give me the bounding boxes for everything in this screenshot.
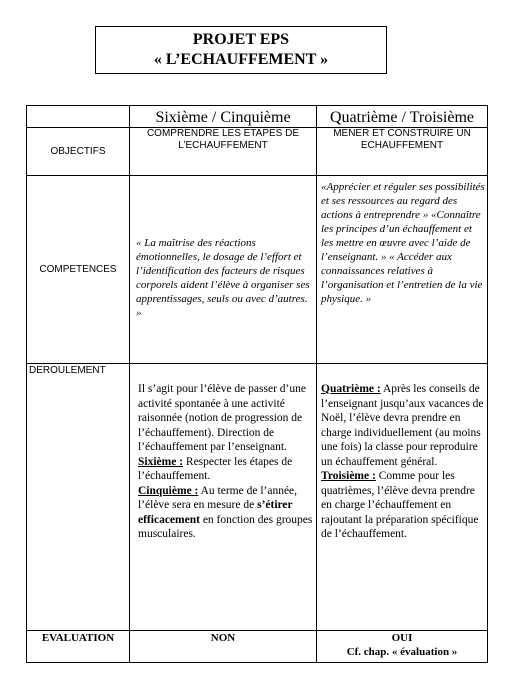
objectifs-row — [27, 128, 488, 176]
troisieme-label: Troisième : — [321, 470, 376, 482]
header-quatrieme-troisieme: Quatrième / Troisième — [317, 106, 488, 128]
evaluation-label: EVALUATION — [27, 631, 130, 663]
evaluation-row — [27, 631, 488, 663]
competences-col2: « La maîtrise des réactions émotionnelles, le dosage de l’effort et l’identification des facteurs de risques corporels aident l’élève à organiser ses apprentissages, seuls ou avec d’autres. » — [130, 176, 317, 364]
header-empty-cell — [27, 106, 130, 128]
sixieme-text: Respecter les étapes de l’échauffement. — [138, 455, 293, 482]
evaluation-oui: OUI — [391, 632, 413, 644]
cinquieme-text-1: Au terme de l’année, l’élève sera en mesure de — [138, 484, 298, 511]
objectifs-label: OBJECTIFS — [27, 128, 130, 176]
quatrieme-label: Quatrième : — [321, 383, 381, 395]
troisieme-text: Comme pour les quatrièmes, l’élève devra prendre en charge l’échauffement en rajoutant la préparation spécifique de l’échauffement. — [321, 470, 479, 540]
deroulement-col3 — [317, 364, 488, 631]
title-line-1: PROJET EPS — [192, 31, 290, 48]
objectifs-col3: MENER ET CONSTRUIRE UN ECHAUFFEMENT — [317, 128, 488, 176]
project-table — [26, 105, 488, 663]
sixieme-label: Sixième : — [138, 455, 184, 468]
deroulement-row — [27, 364, 488, 631]
competences-col3: «Apprécier et réguler ses possibilités et ses ressources au regard des actions à entreprendre » «Connaître les principes d’un échauffement et les mettre en œuvre avec l’aide de l’enseignant. » « Accéder aux connaissances relatives à l’organisation et l’entretien de la vie physique. » — [317, 176, 488, 364]
header-sixieme-cinquieme: Sixième / Cinquième — [130, 106, 317, 128]
evaluation-reference: Cf. chap. « évaluation » — [346, 646, 458, 658]
evaluation-col2: NON — [130, 631, 317, 663]
competences-label: COMPETENCES — [27, 176, 130, 364]
cinquieme-text-2: en fonction des groupes musculaires. — [138, 513, 313, 540]
header-row — [27, 106, 488, 128]
objectifs-col2: COMPRENDRE LES ETAPES DE L’ECHAUFFEMENT — [130, 128, 317, 176]
quatrieme-text: Après les conseils de l’enseignant jusqu’aux vacances de Noël, l’élève devra prendre en charge individuellement (au moins une fois) la classe pour reproduire un échauffement général. — [321, 383, 484, 468]
evaluation-col3 — [317, 631, 488, 663]
cinquieme-label: Cinquième : — [138, 484, 199, 497]
deroulement-label: DEROULEMENT — [27, 364, 130, 631]
title-line-2: « L’ECHAUFFEMENT » — [153, 51, 329, 68]
deroulement-col2 — [130, 364, 317, 631]
cinquieme-bold: s’étirer efficacement — [138, 499, 293, 526]
document-title — [95, 26, 387, 74]
deroulement-intro: Il s’agit pour l’élève de passer d’une activité spontanée à une activité raisonnée (notion de progression de l’échauffement). Direction de l’échauffement par l’enseignant. — [138, 383, 306, 453]
competences-row — [27, 176, 488, 364]
